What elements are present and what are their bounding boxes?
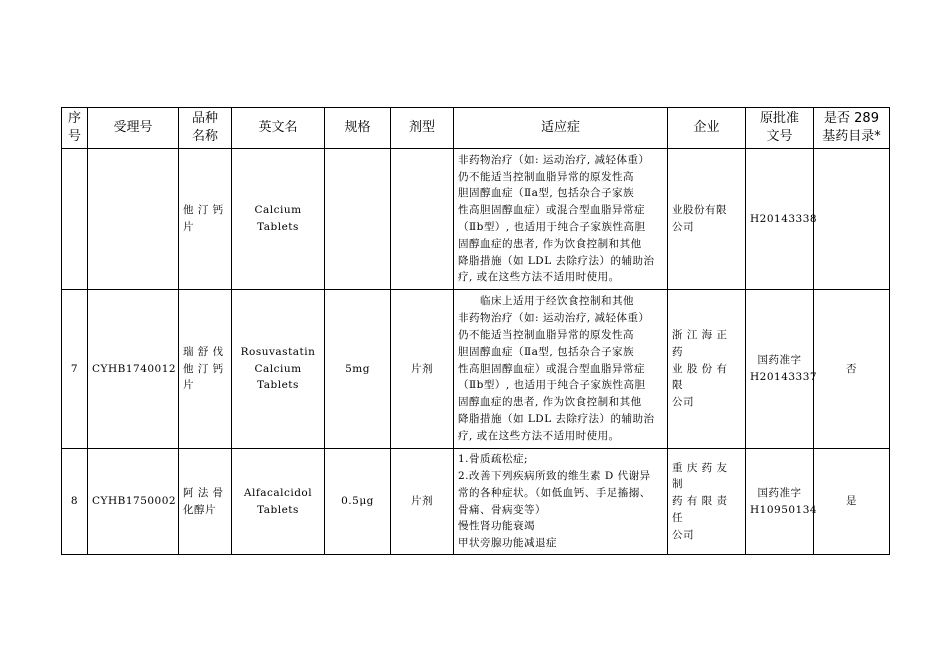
cell-seq: 7 xyxy=(62,290,88,449)
cell-seq: 8 xyxy=(62,449,88,555)
cell-approval-no: H20143338 xyxy=(746,149,814,290)
cell-indication xyxy=(454,449,668,555)
header-variety-name: 品种 名称 xyxy=(179,108,232,149)
indication-line: 固醇血症的患者, 作为饮食控制和其他 xyxy=(458,237,642,250)
indication-line: 胆固醇血症（Ⅱa型, 包括杂合子家族 xyxy=(458,345,635,358)
cell-company: 业股份有限 公司 xyxy=(668,149,746,290)
header-spec: 规格 xyxy=(325,108,391,149)
indication-line: 性高胆固醇血症）或混合型血脂异常症 xyxy=(458,204,645,217)
indication-line: 降脂措施（如 LDL 去除疗法）的辅助治 xyxy=(458,412,655,425)
cell-english-name: Alfacalcidol Tablets xyxy=(232,449,325,555)
cell-dosage-form: 片剂 xyxy=(391,290,454,449)
drug-registration-table xyxy=(61,107,890,555)
indication-line: 2.改善下列疾病所致的维生素 D 代谢异 xyxy=(458,469,651,482)
indication-line: （Ⅱb型）, 也适用于纯合子家族性高胆 xyxy=(458,379,646,392)
header-acceptance-no: 受理号 xyxy=(88,108,179,149)
cell-variety-name: 他 汀 钙 片 xyxy=(179,149,232,290)
indication-line: 仍不能适当控制血脂异常的原发性高 xyxy=(458,329,634,341)
cell-spec: 5mg xyxy=(325,290,391,449)
indication-line: 性高胆固醇血症）或混合型血脂异常症 xyxy=(458,362,645,375)
header-seq: 序 号 xyxy=(62,108,88,149)
cell-acceptance-no xyxy=(88,149,179,290)
cell-approval-no: 国药准字 H20143337 xyxy=(746,290,814,449)
cell-essential-list: 否 xyxy=(814,290,890,449)
header-english-name: 英文名 xyxy=(232,108,325,149)
cell-company: 重 庆 药 友 制 药 有 限 责 任 公司 xyxy=(668,449,746,555)
cell-essential-list xyxy=(814,149,890,290)
indication-line: 1.骨质疏松症; xyxy=(458,453,529,466)
cell-variety-name: 阿 法 骨 化醇片 xyxy=(179,449,232,555)
indication-line: 胆固醇血症（Ⅱa型, 包括杂合子家族 xyxy=(458,187,635,200)
cell-dosage-form: 片剂 xyxy=(391,449,454,555)
indication-line: （Ⅱb型）, 也适用于纯合子家族性高胆 xyxy=(458,221,646,233)
cell-acceptance-no: CYHB1740012 xyxy=(88,290,179,449)
indication-line: 慢性肾功能衰竭 xyxy=(458,520,535,533)
indication-line: 甲状旁腺功能减退症 xyxy=(458,537,557,550)
indication-line: 临床上适用于经饮食控制和其他 xyxy=(480,295,635,308)
indication-line: 疗, 或在这些方法不适用时使用。 xyxy=(458,271,620,284)
cell-seq xyxy=(62,149,88,290)
indication-line: 非药物治疗（如: 运动治疗, 减轻体重） xyxy=(458,312,650,325)
header-indication: 适应症 xyxy=(454,108,668,149)
cell-english-name: Calcium Tablets xyxy=(232,149,325,290)
cell-english-name: Rosuvastatin Calcium Tablets xyxy=(232,290,325,449)
table-row xyxy=(62,149,890,290)
indication-line: 常的各种症状。（如低血钙、手足搐搦、 xyxy=(458,486,651,499)
table-row xyxy=(62,290,890,449)
header-company: 企业 xyxy=(668,108,746,149)
indication-line: 疗, 或在这些方法不适用时使用。 xyxy=(458,429,620,442)
cell-indication xyxy=(454,149,668,290)
cell-company: 浙 江 海 正 药 业 股 份 有 限 公司 xyxy=(668,290,746,449)
cell-indication xyxy=(454,290,668,449)
header-essential-list: 是否 289 基药目录* xyxy=(814,108,890,149)
indication-line: 降脂措施（如 LDL 去除疗法）的辅助治 xyxy=(458,254,655,267)
header-approval-no: 原批准 文号 xyxy=(746,108,814,149)
table-row xyxy=(62,449,890,555)
cell-approval-no: 国药准字 H10950134 xyxy=(746,449,814,555)
indication-line: 骨痛、骨病变等） xyxy=(458,503,546,516)
indication-line: 非药物治疗（如: 运动治疗, 减轻体重） xyxy=(458,153,650,166)
cell-dosage-form xyxy=(391,149,454,290)
cell-spec xyxy=(325,149,391,290)
cell-acceptance-no: CYHB1750002 xyxy=(88,449,179,555)
indication-line: 固醇血症的患者, 作为饮食控制和其他 xyxy=(458,396,642,409)
cell-spec: 0.5μg xyxy=(325,449,391,555)
indication-line: 仍不能适当控制血脂异常的原发性高 xyxy=(458,170,634,183)
cell-variety-name: 瑞 舒 伐 他 汀 钙 片 xyxy=(179,290,232,449)
table-header-row xyxy=(62,108,890,149)
header-dosage-form: 剂型 xyxy=(391,108,454,149)
cell-essential-list: 是 xyxy=(814,449,890,555)
